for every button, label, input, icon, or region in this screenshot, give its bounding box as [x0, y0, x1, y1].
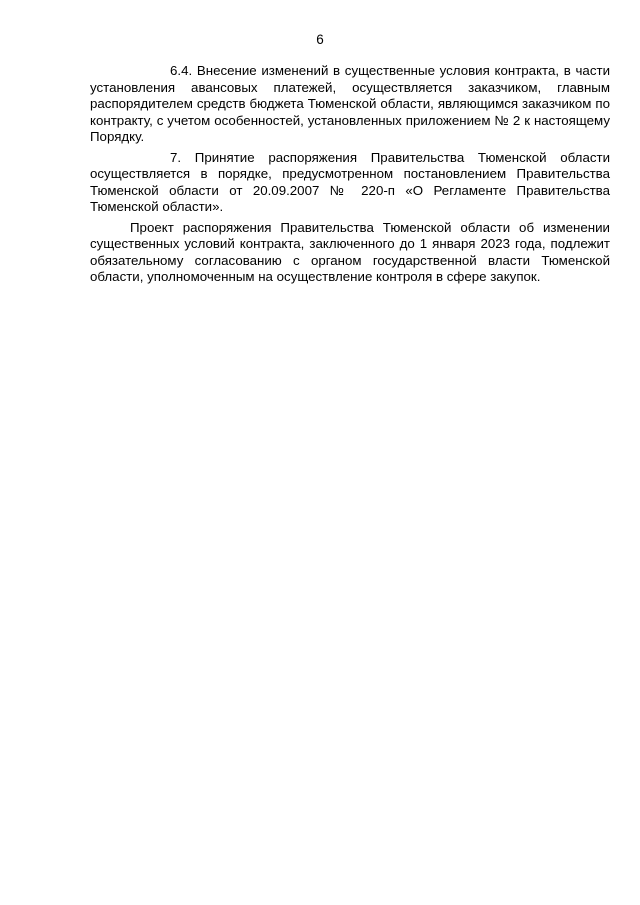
document-body: [90, 63, 610, 290]
paragraph-text: Внесение изменений в существенные условия контракта, в части установления авансовых платежей, осуществляется заказчиком, главным распорядителем средств бюджета Тюменской области, являющимся заказчиком по контракту, с учетом особенностей, установленных приложением № 2 к настоящему Порядку.: [90, 63, 610, 144]
paragraph-text: Проект распоряжения Правительства Тюменской области об изменении существенных условий контракта, заключенного до 1 января 2023 года, подлежит обязательному согласованию с органом государственной власти Тюменской области, уполномоченным на осуществление контроля в сфере закупок.: [90, 219, 610, 284]
paragraph-draft-approval: [90, 220, 610, 286]
page-number: 6: [316, 32, 324, 47]
paragraph-7: [90, 150, 610, 216]
paragraph-6-4: [90, 63, 610, 146]
paragraph-number: 6.4.: [170, 63, 193, 78]
paragraph-number: 7.: [170, 149, 182, 165]
paragraph-text: Принятие распоряжения Правительства Тюменской области осуществляется в порядке, предусмотренном постановлением Правительства Тюменской области от 20.09.2007 № 220-п «О Регламенте Правительства Тюменской области».: [90, 149, 611, 214]
